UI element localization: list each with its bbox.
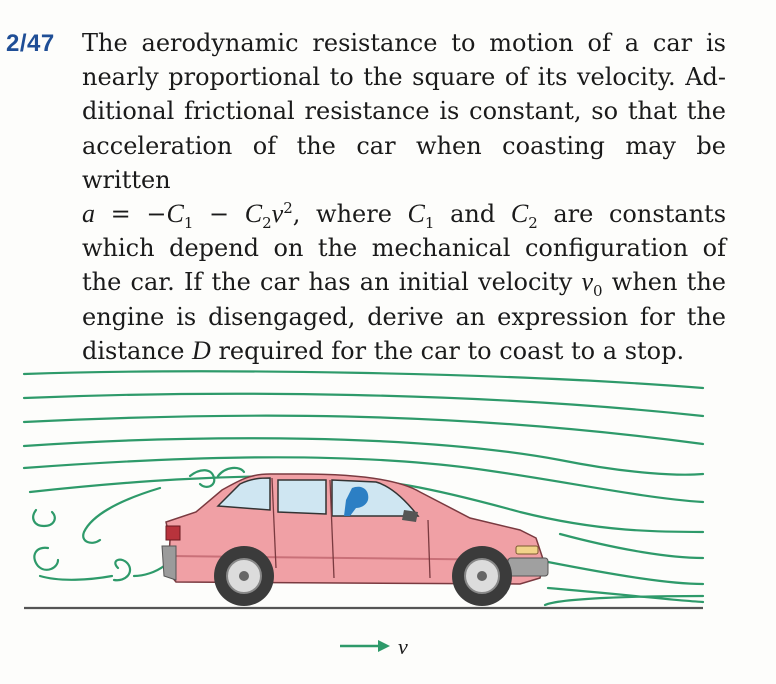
text-line-8: engine is disengaged, derive an expression for the [82,302,726,331]
tail-light [166,526,180,540]
eddy [40,576,112,580]
front-wheel [452,546,512,606]
car [162,474,548,606]
eddy [33,510,55,526]
eddy [34,548,58,570]
rear-wheel [214,546,274,606]
text-line-4: acceleration of the car when coasting may be written [82,131,726,194]
velocity-label: v [398,634,408,659]
streamline [24,394,703,416]
text-line-9: distance D required for the car to coast to a stop. [82,335,685,365]
eddy [114,560,130,581]
eddy [218,468,244,476]
problem-number: 2/47 [6,30,55,57]
text-line-2: nearly proportional to the square of its velocity. Ad- [82,63,726,92]
text-line-5-formula: $a = -C_1 - C_2v^2$, where $C_1$ and $C_2$ are constants [82,199,727,232]
streamline [548,562,703,584]
text-line-3: ditional frictional resistance is constant, so that the [82,97,726,126]
car-figure [0,350,776,684]
streamline [24,438,703,474]
streamline [24,371,703,388]
text-line-7: the car. If the car has an initial velocity $v_0$ when the [82,267,726,301]
front-bumper [508,558,548,576]
rear-bumper [162,546,176,580]
headlight [516,546,538,554]
text-line-6: which depend on the mechanical configuration of [82,234,726,263]
eddy [83,488,160,543]
eddy [134,566,164,576]
problem-text [82,26,726,368]
side-window-rear [278,480,326,514]
car-streamline-diagram [0,350,776,684]
text-line-1: The aerodynamic resistance to motion of a car is [82,29,726,57]
side-mirror [402,510,418,522]
velocity-arrow [340,640,390,652]
streamline [560,534,703,558]
